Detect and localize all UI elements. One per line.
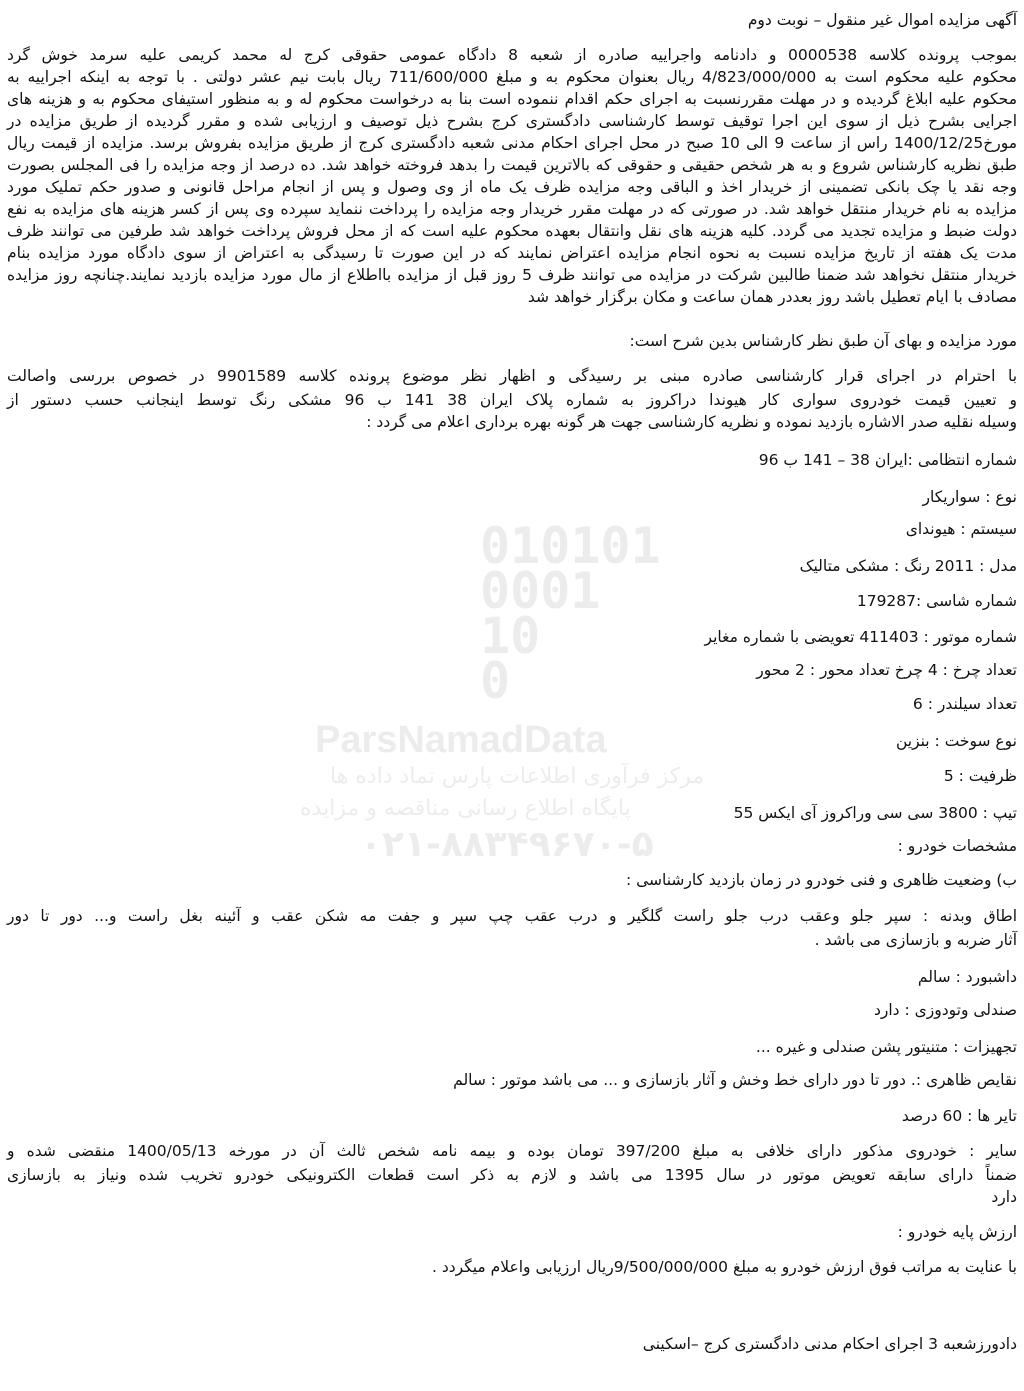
paragraph-line: مدت یک هفته از تاریخ مزایده نسبت به نحوه انجام مزایده اعتراض نمایند که در این صورت تا رسیدگی به اعتراض از سوی دادگاه مورد مزایده بنام bbox=[7, 244, 1017, 262]
expert-report-line: و تعیین قیمت خودروی سواری کار هیوندا دراکروز به شماره پلاک ایران 38 141 ب 96 مشکی رنگ توسط اینجانب حسب دستور از bbox=[7, 391, 1017, 409]
paragraph-line: وجه نقد یا چک بانکی تضمینی از خریدار اخذ و الباقی وجه مزایده ظرف یک ماه از وی وصول و پس از انجام مراحل قانونی و صدور حکم تملیک مورد bbox=[7, 178, 1017, 196]
specs-heading: مشخصات خودرو : bbox=[897, 837, 1017, 855]
other-notes-line: ضمناً دارای سابقه تعویض موتور در سال 1395 می باشد و لازم به ذکر است قطعات الکترونیکی خودرو تخریب شده ونیاز به بازسازی bbox=[7, 1166, 1017, 1184]
watermark-phone: ۰۲۱-۸۸۳۴۹۶۷۰-۵ bbox=[360, 824, 654, 865]
paragraph-line: بموجب پرونده کلاسه 0000538 و دادنامه واجراییه صادره از شعبه 8 دادگاه عمومی حقوقی کرج له محمد کریمی علیه سرمد خوش گرد bbox=[7, 46, 1017, 64]
base-value-heading: ارزش پایه خودرو : bbox=[897, 1223, 1017, 1241]
condition-heading: ب) وضعیت ظاهری و فنی خودرو در زمان بازدید کارشناسی : bbox=[625, 871, 1017, 889]
paragraph-line: محکوم علیه ابلاغ گردیده و در مهلت مقررنسبت به اجرای حکم اقدام ننموده است بنا به درخواست محکوم له و به منظور استیفای محکوم به و هزینه های bbox=[7, 90, 1017, 108]
plate-number: شماره انتظامی :ایران 38 – 141 ب 96 bbox=[758, 451, 1017, 469]
dashboard-status: داشبورد : سالم bbox=[917, 968, 1017, 986]
vehicle-type: نوع : سواریکار bbox=[922, 488, 1017, 506]
body-condition-line: آثار ضربه و بازسازی می باشد . bbox=[814, 931, 1017, 949]
paragraph-line: خریدار منتقل نخواهد شد ضمنا طالبین شرکت در مزایده می توانند ظرف 5 روز قبل از مزایده بااطلاع از مال مورد مزایده بازدید نمایند.چنانچه روز مزایده bbox=[7, 266, 1018, 284]
other-notes-line: سایر : خودروی مذکور دارای خلافی به مبلغ 397/200 تومان بوده و بیمه نامه شخص ثالث آن در مورخه 1400/05/13 منقضی شده و bbox=[7, 1142, 1017, 1160]
other-notes-line: دارد bbox=[991, 1188, 1017, 1206]
auction-item-intro: مورد مزایده و بهای آن طبق نظر کارشناس بدین شرح است: bbox=[629, 332, 1017, 350]
fuel-type: نوع سوخت : بنزین bbox=[895, 732, 1017, 750]
vehicle-tip: تیپ : 3800 سی سی وراکروز آی ایکس 55 bbox=[733, 804, 1017, 822]
notice-title: آگهی مزایده اموال غیر منقول – نوبت دوم bbox=[747, 11, 1017, 29]
visual-defects: نقایص ظاهری :. دور تا دور دارای خط وخش و آثار بازسازی و ... می باشد موتور : سالم bbox=[453, 1071, 1017, 1089]
paragraph-line: مصادف با ایام تعطیل باشد روز بعددر همان ساعت و مکان برگزار خواهد شد bbox=[527, 288, 1017, 306]
base-value: با عنایت به مراتب فوق ارزش خودرو به مبلغ 9/500/000/000ریال ارزیابی واعلام میگردد . bbox=[431, 1258, 1017, 1276]
vehicle-model-color: مدل : 2011 رنگ : مشکی متالیک bbox=[799, 557, 1017, 575]
expert-report-line: با احترام در اجرای قرار کارشناسی صادره مبنی بر رسیدگی و اظهار نظر موضوع پرونده کلاسه 9901589 در خصوص بررسی واصالت bbox=[7, 367, 1018, 385]
paragraph-line: اجرایی بشرح ذیل از سوی این اجرا توقیف توسط کارشناسی دادگستری کرج بشرح ذیل توصیف و ارزیابی شده و مقرر گردیده از طریق مزایده در bbox=[7, 112, 1017, 130]
body-condition-line: اطاق وبدنه : سپر جلو وعقب درب جلو راست گلگیر و درب عقب چپ سپر و جفت مه شکن عقب و آئینه بغل راست و... دور تا دور bbox=[7, 907, 1017, 925]
watermark-digits: 010101 0001 10 0 bbox=[480, 517, 661, 710]
cylinders: تعداد سیلندر : 6 bbox=[912, 695, 1017, 713]
paragraph-line: طبق نظریه کارشناس شروع و به هر شخص حقیقی و حقوقی که بالاترین قیمت را بدهد فروخته خواهد شد. ده درصد از وجه مزایده را فی المجلس بصورت bbox=[7, 156, 1017, 174]
vehicle-system: سیستم : هیوندای bbox=[905, 520, 1017, 538]
wheels-axles: تعداد چرخ : 4 چرخ تعداد محور : 2 محور bbox=[756, 661, 1017, 679]
paragraph-line: محکوم علیه محکوم است به 4/823/000/000 ریال بعنوان محکوم به و مبلغ 711/600/000 ریال بابت نیم عشر دولتی . با توجه به اینکه اجراییه به bbox=[7, 68, 1017, 86]
paragraph-line: دولت ضبط و مزایده تجدید می گردد. کلیه هزینه های نقل وانتقال بعهده محکوم علیه است که از محل فروش پرداخت خواهد شد طرفین می توانند ظرف bbox=[7, 222, 1017, 240]
tires-status: تایر ها : 60 درصد bbox=[901, 1107, 1017, 1125]
watermark-line2: پایگاه اطلاع رسانی مناقصه و مزایده bbox=[300, 796, 631, 821]
signature-line: دادورزشعبه 3 اجرای احکام مدنی دادگستری کرج –اسکینی bbox=[642, 1335, 1017, 1353]
capacity: ظرفیت : 5 bbox=[943, 767, 1017, 785]
equipment: تجهیزات : متنیتور پشن صندلی و غیره ... bbox=[755, 1038, 1017, 1056]
expert-report-line: وسیله نقلیه صدر الاشاره بازدید نموده و نظریه کارشناسی جهت هر گونه بهره برداری اعلام می گردد : bbox=[366, 413, 1017, 431]
seats-upholstery: صندلی وتودوزی : دارد bbox=[873, 1001, 1017, 1019]
engine-number: شماره موتور : 411403 تعویضی با شماره مغایر bbox=[704, 628, 1017, 646]
paragraph-line: مزایده به نام خریدار منتقل خواهد شد. در صورتی که در مهلت مقرر خریدار وجه مزایده را پرداخت ننماید سپرده وی پس از کسر هزینه های مزایده به نفع bbox=[7, 200, 1017, 218]
parsnamaddata-watermark bbox=[300, 517, 720, 865]
watermark-brand: ParsNamadData bbox=[315, 719, 607, 761]
chassis-number: شماره شاسی :179287 bbox=[856, 592, 1017, 610]
auction-notice-document bbox=[0, 4, 1024, 1391]
watermark-line1: مرکز فرآوری اطلاعات پارس نماد داده ها bbox=[330, 764, 705, 789]
paragraph-line: مورخ1400/12/25 راس از ساعت 9 الی 10 صبح در محل اجرای احکام مدنی شعبه دادگستری کرج از طریق مزایده بفروش برسد. مزایده از قیمت ریال bbox=[7, 134, 1018, 152]
